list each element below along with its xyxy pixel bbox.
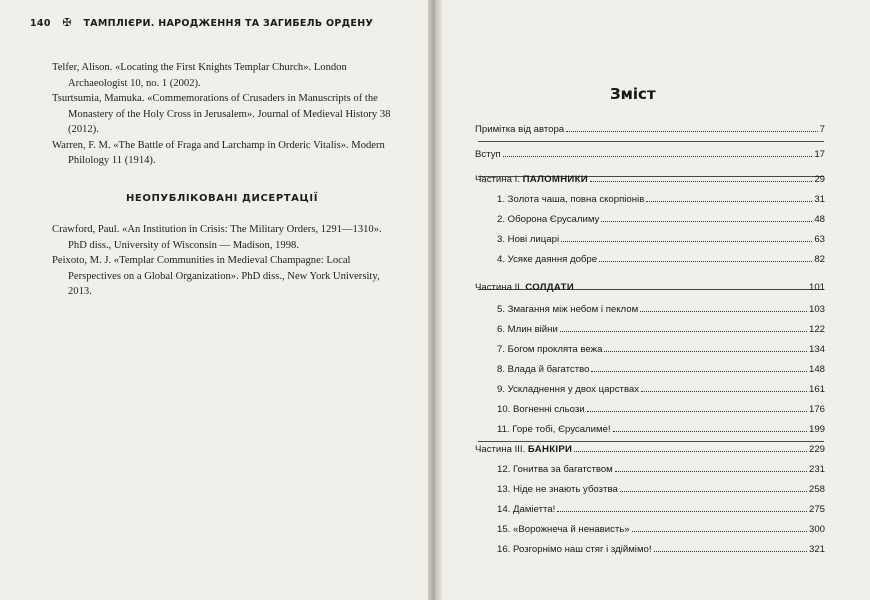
bib-entry: Peixoto, M. J. «Templar Communities in Medieval Champagne: Local Perspectives on a Global Organization». PhD diss., New York University, 2013. <box>52 255 380 297</box>
toc-chapter-entry <box>497 301 825 315</box>
toc-page-number: 229 <box>808 444 825 455</box>
toc-chapter-entry <box>497 341 825 355</box>
toc-chapter-entry <box>497 421 825 435</box>
toc-page-number: 176 <box>808 404 825 415</box>
leader-dots <box>557 511 807 512</box>
toc-chapter-entry <box>497 401 825 415</box>
leader-dots <box>646 201 812 202</box>
toc-page-number: 321 <box>808 544 825 555</box>
leader-dots <box>615 471 807 472</box>
toc-page-number: 17 <box>814 149 825 160</box>
toc-part-entry <box>475 279 825 293</box>
leader-dots <box>604 351 807 352</box>
toc-chapter-entry <box>497 461 825 475</box>
toc-part-entry <box>475 171 825 185</box>
running-head <box>30 16 373 29</box>
toc-entry-label: Вступ <box>475 149 501 160</box>
toc-chapter-entry <box>497 381 825 395</box>
toc-entry-label: 6. Млин війни <box>497 324 558 335</box>
toc-page-number: 258 <box>808 484 825 495</box>
toc-entry-label: 8. Влада й багатство <box>497 364 590 375</box>
toc-chapter-entry <box>497 361 825 375</box>
leader-dots <box>590 181 812 182</box>
leader-dots <box>599 261 812 262</box>
toc-part-prefix: Частина І. <box>475 174 523 185</box>
bibliography <box>52 60 392 300</box>
toc-chapter-entry <box>497 211 825 225</box>
toc-part-prefix: Частина ІІ. <box>475 282 526 293</box>
toc-chapter-entry <box>497 251 825 265</box>
toc-page-number: 199 <box>808 424 825 435</box>
toc-entry-label: 14. Даміетта! <box>497 504 556 515</box>
toc-page-number: 48 <box>814 214 825 225</box>
toc-page-number: 29 <box>814 174 825 185</box>
toc-chapter-entry <box>497 321 825 335</box>
toc-entry-label: 1. Золота чаша, повна скорпіонів <box>497 194 645 205</box>
toc-chapter-entry <box>497 191 825 205</box>
toc-chapter-entry <box>497 521 825 535</box>
section-heading: НЕОПУБЛІКОВАНІ ДИСЕРТАЦІЇ <box>125 192 319 204</box>
toc-entry-label: 5. Змагання між небом і пеклом <box>497 304 639 315</box>
leader-dots <box>641 391 807 392</box>
toc-entry-label: 7. Богом проклята вежа <box>497 344 603 355</box>
leader-dots <box>613 431 807 432</box>
leader-dots <box>632 531 807 532</box>
toc-page-number: 148 <box>808 364 825 375</box>
toc-entry-label: 4. Усяке даяння добре <box>497 254 598 265</box>
toc-chapter-entry <box>497 231 825 245</box>
leader-dots <box>574 451 807 452</box>
toc-entry-label: 11. Горе тобі, Єрусалиме! <box>497 424 611 435</box>
leader-dots <box>561 241 812 242</box>
left-page <box>0 0 432 600</box>
toc-divider <box>478 141 824 142</box>
toc-page-number: 134 <box>808 344 825 355</box>
toc-page-number: 231 <box>808 464 825 475</box>
bib-entry: Telfer, Alison. «Locating the First Knights Templar Church». London Archaeologist 10, no. 1 (2002). <box>52 62 347 89</box>
toc-entry-label: 13. Ніде не знають убозтва <box>497 484 618 495</box>
toc-chapter-entry <box>497 501 825 515</box>
toc-page-number: 300 <box>808 524 825 535</box>
toc-page-number: 275 <box>808 504 825 515</box>
toc-entry-label: 9. Ускладнення у двох царствах <box>497 384 640 395</box>
toc-entry-label <box>475 444 574 455</box>
toc-chapter-entry <box>497 541 825 555</box>
book-gutter <box>428 0 442 600</box>
page-number: 140 <box>30 18 51 29</box>
toc-page-number: 63 <box>814 234 825 245</box>
cross-icon: ✠ <box>62 16 72 29</box>
toc-page-number: 103 <box>808 304 825 315</box>
toc-entry-label: 10. Вогненні сльози <box>497 404 585 415</box>
leader-dots <box>566 131 818 132</box>
toc-entry-label: 12. Гонитва за багатством <box>497 464 613 475</box>
toc-part-name: СОЛДАТИ <box>525 282 575 293</box>
bib-entry: Crawford, Paul. «An Institution in Crisis: The Military Orders, 1291—1310». PhD diss., University of Wisconsin — Madison, 1998. <box>52 224 382 251</box>
toc-page-number: 101 <box>808 282 825 293</box>
toc-part-entry <box>475 441 825 455</box>
bib-entry: Tsurtsumia, Mamuka. «Commemorations of Crusaders in Manuscripts of the Monastery of the Holy Cross in Jerusalem». Journal of Medieval History 38 (2012). <box>52 93 391 135</box>
toc-entry-label: Примітка від автора <box>475 124 565 135</box>
toc-part-prefix: Частина ІІІ. <box>475 444 528 455</box>
toc-part-name: БАНКІРИ <box>527 444 573 455</box>
toc-front-entry <box>475 121 825 135</box>
toc-page-number: 161 <box>808 384 825 395</box>
leader-dots <box>587 411 807 412</box>
toc-part-name: ПАЛОМНИКИ <box>522 174 588 185</box>
toc-entry-label <box>475 282 576 293</box>
bib-entry: Warren, F. M. «The Battle of Fraga and Larchamp in Orderic Vitalis». Modern Philology 11 (1914). <box>52 139 385 166</box>
toc-entry-label: 16. Розгорнімо наш стяг і здіймімо! <box>497 544 652 555</box>
toc-page-number: 82 <box>814 254 825 265</box>
toc-chapter-entry <box>497 481 825 495</box>
toc-entry-label: 3. Нові лицарі <box>497 234 560 245</box>
running-title: ТАМПЛІЄРИ. НАРОДЖЕННЯ ТА ЗАГИБЕЛЬ ОРДЕНУ <box>83 18 374 29</box>
toc-entry-label: 15. «Ворожнеча й ненависть» <box>497 524 630 535</box>
toc-title: Зміст <box>610 85 656 103</box>
leader-dots <box>654 551 807 552</box>
toc-page-number: 7 <box>819 124 825 135</box>
toc-front-entry <box>475 146 825 160</box>
toc-entry-label <box>475 174 590 185</box>
leader-dots <box>591 371 807 372</box>
leader-dots <box>601 221 812 222</box>
leader-dots <box>576 289 807 290</box>
toc-page-number: 122 <box>808 324 825 335</box>
toc-entry-label: 2. Оборона Єрусалиму <box>497 214 600 225</box>
leader-dots <box>503 156 813 157</box>
leader-dots <box>640 311 807 312</box>
toc-page-number: 31 <box>814 194 825 205</box>
leader-dots <box>620 491 807 492</box>
leader-dots <box>560 331 807 332</box>
